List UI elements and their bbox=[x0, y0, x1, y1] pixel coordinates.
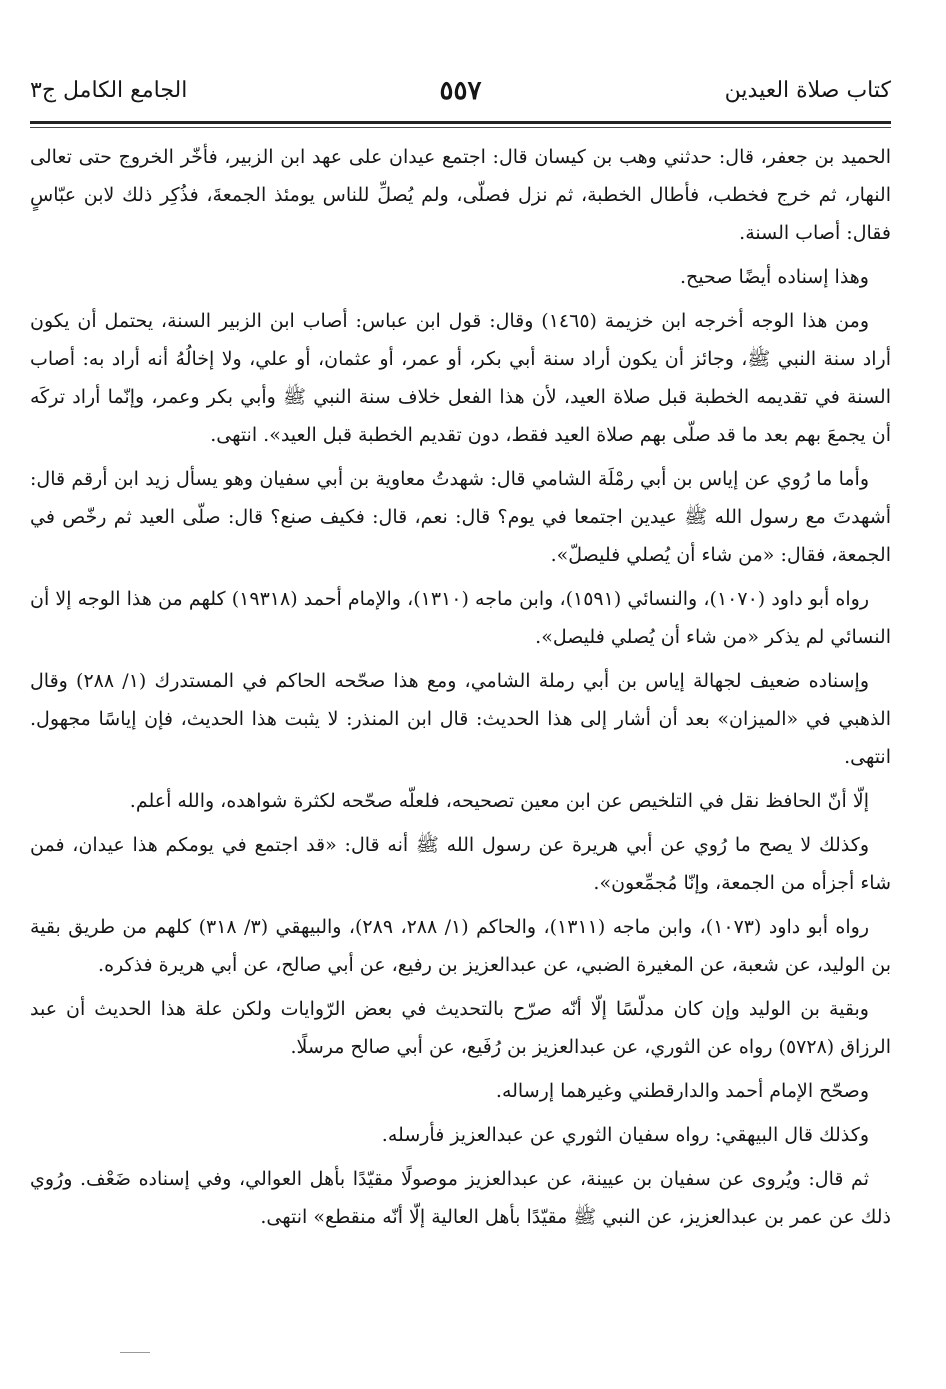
paragraph-takhrij-baqiyyah: رواه أبو داود (١٠٧٣)، وابن ماجه (١٣١١)، والحاكم (١/ ٢٨٨، ٢٨٩)، والبيهقي (٣/ ٣١٨) كلهم من طريق بقية بن الوليد، عن شعبة، عن المغيرة الضبي، عن عبدالعزيز بن رفيع، عن أبي صالح، عن أبي هريرة فذكره. bbox=[30, 916, 891, 976]
page-body bbox=[30, 138, 891, 1242]
chapter-title: كتاب صلاة العيدين bbox=[724, 78, 891, 103]
paragraph-isnad-sahih: وهذا إسناده أيضًا صحيح. bbox=[680, 266, 869, 288]
paragraph-irsal: وصحّح الإمام أحمد والدارقطني وغيرهما إرساله. bbox=[495, 1080, 869, 1102]
paragraph-abu-hurayrah: وكذلك لا يصح ما رُوي عن أبي هريرة عن رسول الله ﷺ أنه قال: «قد اجتمع في يومكم هذا عيدان، فمن شاء أجزأه من الجمعة، وإنّا مُجمِّعون». bbox=[30, 834, 891, 894]
paragraph-hafiz-talkhis: إلّا أنّ الحافظ نقل في التلخيص عن ابن معين تصحيحه، فلعلّه صحّحه لكثرة شواهده، والله أعلم. bbox=[129, 790, 869, 812]
paragraph-ibn-uyaynah: ثم قال: ويُروى عن سفيان بن عيينة، عن عبدالعزيز موصولًا مقيّدًا بأهل العوالي، وفي إسناده ضَعْف. ورُوي ذلك عن عمر بن عبدالعزيز، عن النبي ﷺ مقيّدًا بأهل العالية إلّا أنّه منقطع» انتهى. bbox=[30, 1168, 891, 1228]
bottom-mark bbox=[120, 1352, 150, 1353]
page-header bbox=[30, 72, 891, 120]
header-rule-thin bbox=[30, 127, 891, 128]
paragraph-isnad-daif: وإسناده ضعيف لجهالة إياس بن أبي رملة الشامي، ومع هذا صحّحه الحاكم في المستدرك (١/ ٢٨٨) وقال الذهبي في «الميزان» بعد أن أشار إلى هذا الحديث: قال ابن المنذر: لا يثبت هذا الحديث، فإن إياسًا مجهول. انتهى. bbox=[30, 670, 891, 768]
paragraph-iyas-hadith: وأما ما رُوي عن إياس بن أبي رمْلَة الشامي قال: شهدتُ معاوية بن أبي سفيان وهو يسأل زيد ابن أرقم قال: أشهدتَ مع رسول الله ﷺ عيدين اجتمعا في يوم؟ قال: نعم، قال: فكيف صنع؟ قال: صلّى العيد ثم رخّص في الجمعة، فقال: «من شاء أن يُصلي فليصلّ». bbox=[30, 468, 891, 566]
paragraph-takhrij-abu-dawud: رواه أبو داود (١٠٧٠)، والنسائي (١٥٩١)، وابن ماجه (١٣١٠)، والإمام أحمد (١٩٣١٨) كلهم من هذا الوجه إلا أن النسائي لم يذكر «من شاء أن يُصلي فليصل». bbox=[30, 588, 891, 648]
paragraph-ibn-khuzaymah: ومن هذا الوجه أخرجه ابن خزيمة (١٤٦٥) وقال: قول ابن عباس: أصاب ابن الزبير السنة، يحتمل أن يكون أراد سنة النبي ﷺ، وجائز أن يكون أراد سنة أبي بكر، أو عمر، أو عثمان، أو علي، ولا إخالُهُ أنه أراد به: أصاب السنة في تقديمه الخطبة قبل صلاة العيد، لأن هذا الفعل خلاف سنة النبي ﷺ وأبي بكر وعمر، وإنّما أراد تركَه أن يجمعَ بهم بعد ما قد صلّى بهم صلاة العيد فقط، دون تقديم الخطبة قبل العيد». انتهى. bbox=[30, 310, 891, 446]
header-rule bbox=[30, 121, 891, 124]
book-title: الجامع الكامل ج٣ bbox=[30, 78, 188, 103]
paragraph-bayhaqi: وكذلك قال البيهقي: رواه سفيان الثوري عن عبدالعزيز فأرسله. bbox=[381, 1124, 869, 1146]
paragraph-hadith-ibn-zubair: الحميد بن جعفر، قال: حدثني وهب بن كيسان قال: اجتمع عيدان على عهد ابن الزبير، فأخّر الخروج حتى تعالى النهار، ثم خرج فخطب، فأطال الخطبة، ثم نزل فصلّى، ولم يُصلِّ للناس يومئذ الجمعةَ، فذُكِر ذلك لابن عبّاسٍ فقال: أصاب السنة. bbox=[30, 146, 891, 244]
paragraph-baqiyyah-tadlis: وبقية بن الوليد وإن كان مدلّسًا إلّا أنّه صرّح بالتحديث في بعض الرّوايات ولكن علة هذا الحديث أن عبد الرزاق (٥٧٢٨) رواه عن الثوري، عن عبدالعزيز بن رُفَيع، عن أبي صالح مرسلًا. bbox=[30, 998, 891, 1058]
page-number: ٥٥٧ bbox=[439, 76, 482, 106]
